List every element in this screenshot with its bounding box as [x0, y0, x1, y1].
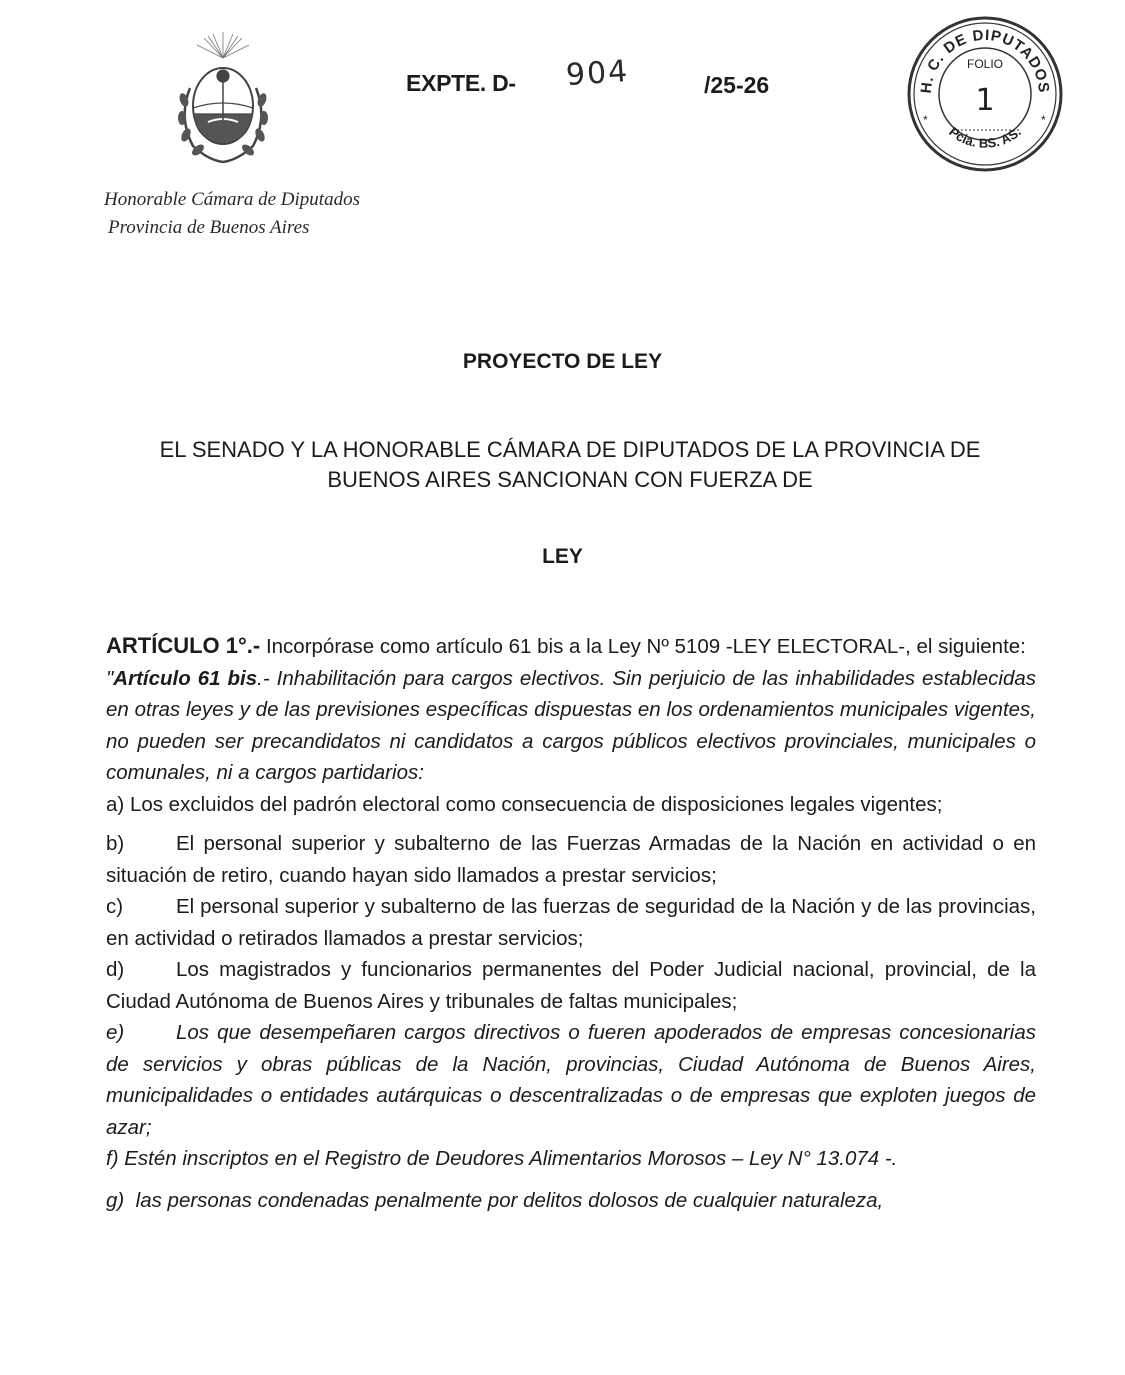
item-e-label: e)	[106, 1021, 125, 1044]
preamble	[120, 435, 1020, 495]
stamp-ring-text: H. C. DE DIPUTADOS	[917, 26, 1053, 95]
expte-suffix: /25-26	[704, 72, 770, 98]
list-item-f	[106, 1143, 1036, 1175]
item-d-label: d)	[106, 958, 125, 981]
article-61bis-intro: .- Inhabilitación para cargos electivos. Sin perjuicio de las inhabilidades establecidas en otras leyes y de las previsiones específicas dispuestas en los ordenamientos municipales vigentes, no pueden ser precandidatos ni candidatos a cargos públicos electivos provinciales, municipales o comunales, ni a cargos partidarios:	[106, 666, 1036, 784]
item-g-text: las personas condenadas penalmente por delitos dolosos de cualquier naturaleza,	[135, 1188, 884, 1212]
item-a-label: a)	[106, 792, 125, 816]
ley-heading: LEY	[542, 545, 583, 568]
list-item-g	[106, 1185, 1036, 1217]
folio-stamp	[905, 12, 1065, 177]
coat-of-arms-icon	[168, 28, 278, 168]
article-1-paragraph	[106, 630, 1036, 663]
stamp-folio-label: FOLIO	[966, 57, 1004, 71]
quote-open: "	[106, 666, 114, 690]
item-c-label: c)	[106, 895, 124, 918]
stamp-folio-value: 1	[975, 83, 995, 118]
article-61bis-label: Artículo 61 bis	[113, 666, 258, 690]
svg-text:*: *	[1041, 113, 1046, 127]
item-f-text: Estén inscriptos en el Registro de Deudores Alimentarios Morosos – Ley N° 13.074 -.	[124, 1147, 898, 1170]
list-item-d	[106, 954, 1036, 1017]
expte-number: 904	[564, 53, 631, 94]
list-item-b	[106, 828, 1036, 891]
chamber-line-1: Honorable Cámara de Diputados	[104, 189, 360, 210]
preamble-line-1: EL SENADO Y LA HONORABLE CÁMARA DE DIPUTADOS DE LA PROVINCIA DE	[159, 437, 981, 462]
chamber-name	[104, 186, 360, 242]
svg-text:Pcia. BS. AS.	[946, 124, 1024, 151]
item-d-text: Los magistrados y funcionarios permanentes del Poder Judicial nacional, provincial, de la Ciudad Autónoma de Buenos Aires y tribunales de faltas municipales;	[106, 958, 1036, 1013]
document-title: PROYECTO DE LEY	[462, 350, 663, 373]
article-61bis-paragraph	[106, 663, 1036, 789]
article-1-label: ARTÍCULO 1°.-	[106, 633, 261, 658]
item-e-text: Los que desempeñaren cargos directivos o fueren apoderados de empresas concesionarias de servicios y obras públicas de la Nación, provincias, Ciudad Autónoma de Buenos Aires, municipalidades o entidades autárquicas o descentralizadas o de empresas que exploten juegos de azar;	[106, 1021, 1036, 1139]
stamp-bottom-text: Pcia. BS. AS.	[946, 123, 1024, 151]
item-b-text: El personal superior y subalterno de las Fuerzas Armadas de la Nación en actividad o en situación de retiro, cuando hayan sido llamados a prestar servicios;	[106, 832, 1036, 887]
chamber-line-2: Provincia de Buenos Aires	[108, 217, 310, 238]
list-item-a	[106, 789, 1036, 821]
preamble-line-2: BUENOS AIRES SANCIONAN CON FUERZA DE	[327, 467, 813, 492]
svg-text:*: *	[923, 113, 928, 127]
item-b-label: b)	[106, 832, 125, 855]
item-f-label: f)	[106, 1147, 119, 1170]
article-body	[106, 630, 1036, 1216]
item-a-text: Los excluidos del padrón electoral como consecuencia de disposiciones legales vigentes;	[129, 792, 943, 816]
expte-prefix: EXPTE. D-	[406, 70, 516, 96]
item-c-text: El personal superior y subalterno de las fuerzas de seguridad de la Nación y de las provincias, en actividad o retirados llamados a prestar servicios;	[106, 895, 1036, 950]
list-item-e	[106, 1017, 1036, 1143]
item-g-label: g)	[106, 1188, 125, 1212]
article-1-text: Incorpórase como artículo 61 bis a la Ley Nº 5109 -LEY ELECTORAL-, el siguiente:	[260, 635, 1026, 658]
list-item-c	[106, 891, 1036, 954]
